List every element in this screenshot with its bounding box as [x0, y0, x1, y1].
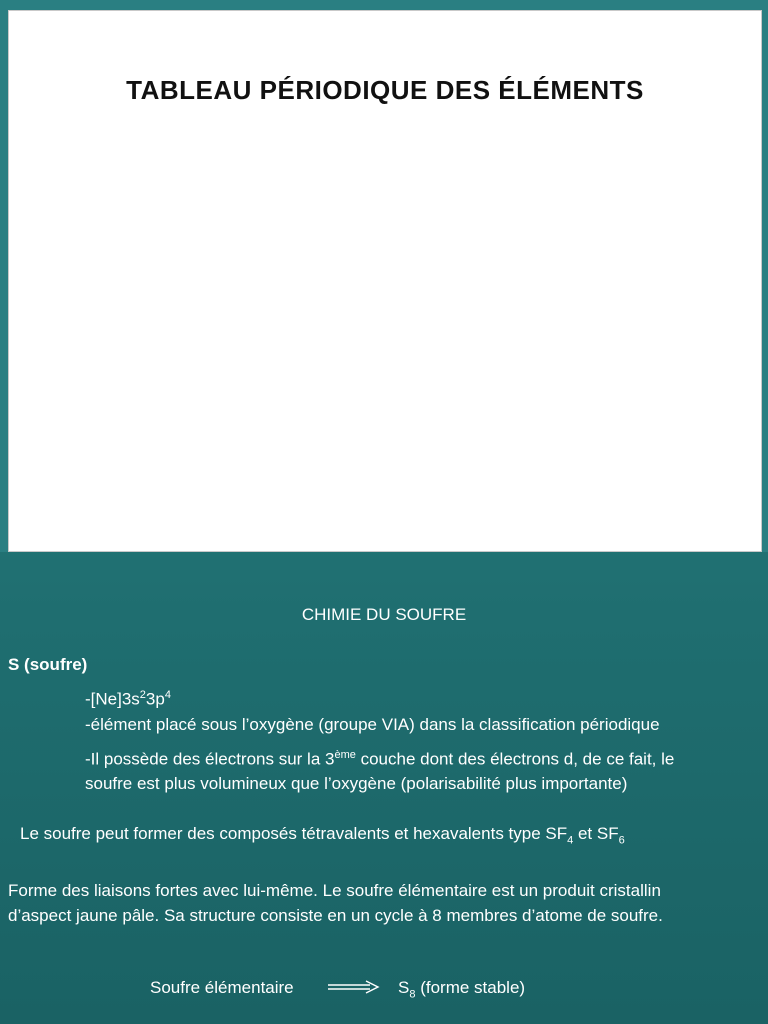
reaction-left: Soufre élémentaire: [150, 978, 294, 997]
bullet-electrons-cont: soufre est plus volumineux que l’oxygène (polarisabilité plus importante): [85, 774, 628, 793]
reaction-arrow-icon: [328, 980, 380, 994]
bullet-electrons: -Il possède des électrons sur la 3ème couche dont des électrons d, de ce fait, le: [85, 749, 675, 769]
periodic-table-title: TABLEAU PÉRIODIQUE DES ÉLÉMENTS: [126, 75, 644, 105]
element-title: S (soufre): [8, 655, 88, 674]
liaisons-line-1: Forme des liaisons fortes avec lui-même. Le soufre élémentaire est un produit cristallin: [8, 881, 661, 900]
periodic-table-image: [8, 10, 762, 552]
electron-configuration: $-[Ne]3s^23p^4$: [85, 689, 171, 709]
bullet-group: -élément placé sous l’oxygène (groupe VIA) dans la classification périodique: [85, 715, 660, 734]
liaisons-line-2: d’aspect jaune pâle. Sa structure consiste en un cycle à 8 membres d’atome de soufre.: [8, 906, 663, 925]
compounds-text: Le soufre peut former des composés tétravalents et hexavalents type $SF_4$ et $SF_6$: [20, 824, 625, 847]
slide-heading: CHIMIE DU SOUFRE: [301, 605, 467, 624]
reaction-right: $S_8$ (forme stable): [398, 978, 526, 1001]
